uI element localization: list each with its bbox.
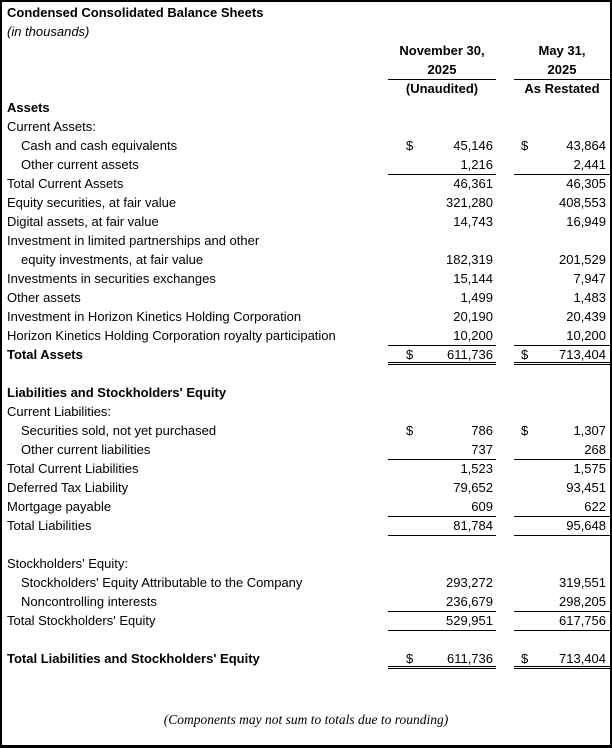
amount-text: 737 — [471, 442, 493, 457]
column-gap — [496, 194, 514, 213]
table-row — [2, 441, 610, 460]
value-may-31-2025 — [514, 232, 610, 251]
table-row — [2, 593, 610, 612]
amount-text: 713,404 — [559, 347, 606, 362]
value-nov-30-2025 — [388, 403, 496, 422]
value-nov-30-2025 — [388, 118, 496, 137]
row-label: Liabilities and Stockholders' Equity — [7, 385, 227, 400]
value-may-31-2025 — [514, 137, 610, 156]
spacer-row — [2, 631, 610, 650]
column-gap — [496, 517, 514, 536]
column-gap — [496, 555, 514, 574]
value-may-31-2025 — [514, 555, 610, 574]
row-label: Digital assets, at fair value — [7, 214, 159, 229]
amount-text: 15,144 — [453, 271, 493, 286]
value-nov-30-2025 — [388, 346, 496, 365]
value-nov-30-2025 — [388, 289, 496, 308]
value-may-31-2025 — [514, 327, 610, 346]
page-title: Condensed Consolidated Balance Sheets — [7, 5, 264, 20]
value-nov-30-2025 — [388, 498, 496, 517]
table-row — [2, 574, 610, 593]
row-label: Horizon Kinetics Holding Corporation royalty participation — [7, 328, 336, 343]
header-spacer — [2, 61, 388, 80]
value-nov-30-2025 — [388, 650, 496, 669]
currency-symbol: $ — [406, 651, 414, 666]
table-row — [2, 194, 610, 213]
col2-year-header: 2025 — [514, 61, 610, 80]
currency-symbol: $ — [521, 347, 529, 362]
spacer-row — [2, 365, 610, 384]
column-header-date-row — [2, 42, 610, 61]
row-label: Total Current Assets — [7, 176, 124, 191]
table-row — [2, 612, 610, 631]
table-row — [2, 270, 610, 289]
amount-text: 45,146 — [453, 138, 493, 153]
row-label: Assets — [7, 100, 50, 115]
value-may-31-2025 — [514, 403, 610, 422]
value-may-31-2025 — [514, 194, 610, 213]
col1-year-header: 2025 — [388, 61, 496, 80]
value-nov-30-2025 — [388, 213, 496, 232]
amount-text: 293,272 — [446, 575, 493, 590]
value-nov-30-2025 — [388, 137, 496, 156]
amount-text: 95,648 — [566, 518, 606, 533]
column-gap — [496, 650, 514, 669]
subtitle-row — [2, 23, 610, 42]
value-may-31-2025 — [514, 384, 610, 403]
value-nov-30-2025 — [388, 270, 496, 289]
column-gap — [496, 156, 514, 175]
row-label: Cash and cash equivalents — [21, 138, 178, 153]
amount-text: 617,756 — [559, 613, 606, 628]
column-gap — [496, 232, 514, 251]
table-row — [2, 327, 610, 346]
table-row — [2, 460, 610, 479]
amount-text: 43,864 — [566, 138, 606, 153]
table-row — [2, 175, 610, 194]
amount-text: 93,451 — [566, 480, 606, 495]
value-may-31-2025 — [514, 441, 610, 460]
row-label: Other assets — [7, 290, 81, 305]
currency-symbol: $ — [521, 423, 529, 438]
value-nov-30-2025 — [388, 251, 496, 270]
row-label: Mortgage payable — [7, 499, 112, 514]
table-row — [2, 308, 610, 327]
value-nov-30-2025 — [388, 99, 496, 118]
amount-text: 20,439 — [566, 309, 606, 324]
amount-text: 529,951 — [446, 613, 493, 628]
amount-text: 611,736 — [446, 347, 493, 362]
amount-text: 2,441 — [573, 157, 606, 172]
value-nov-30-2025 — [388, 175, 496, 194]
table-row — [2, 555, 610, 574]
currency-symbol: $ — [406, 423, 414, 438]
amount-text: 268 — [584, 442, 606, 457]
amount-text: 1,483 — [573, 290, 606, 305]
rounding-footnote: (Components may not sum to totals due to rounding) — [163, 712, 449, 727]
value-nov-30-2025 — [388, 441, 496, 460]
amount-text: 321,280 — [446, 195, 493, 210]
column-gap — [496, 403, 514, 422]
row-label: Investments in securities exchanges — [7, 271, 216, 286]
amount-text: 201,529 — [559, 252, 606, 267]
column-gap — [496, 574, 514, 593]
value-may-31-2025 — [514, 498, 610, 517]
amount-text: 713,404 — [559, 651, 606, 666]
row-label: Total Stockholders' Equity — [7, 613, 156, 628]
column-gap — [496, 270, 514, 289]
value-may-31-2025 — [514, 612, 610, 631]
value-may-31-2025 — [514, 99, 610, 118]
amount-text: 319,551 — [559, 575, 606, 590]
spacer-row — [2, 536, 610, 555]
title-row — [2, 4, 610, 23]
table-row — [2, 251, 610, 270]
amount-text: 622 — [584, 499, 606, 514]
column-gap — [496, 175, 514, 194]
value-nov-30-2025 — [388, 555, 496, 574]
value-may-31-2025 — [514, 156, 610, 175]
row-label: Equity securities, at fair value — [7, 195, 177, 210]
column-header-status-row — [2, 80, 610, 99]
amount-text: 10,200 — [566, 328, 606, 343]
table-row — [2, 137, 610, 156]
value-nov-30-2025 — [388, 422, 496, 441]
amount-text: 1,216 — [460, 157, 493, 172]
row-label: Securities sold, not yet purchased — [21, 423, 217, 438]
currency-symbol: $ — [406, 138, 414, 153]
amount-text: 786 — [471, 423, 493, 438]
table-row — [2, 403, 610, 422]
amount-text: 10,200 — [453, 328, 493, 343]
column-gap — [496, 593, 514, 612]
page-subtitle: (in thousands) — [7, 24, 90, 39]
amount-text: 611,736 — [446, 651, 493, 666]
row-label: Deferred Tax Liability — [7, 480, 129, 495]
amount-text: 1,499 — [460, 290, 493, 305]
value-nov-30-2025 — [388, 327, 496, 346]
column-gap — [496, 213, 514, 232]
col1-status-header: (Unaudited) — [405, 81, 479, 96]
amount-text: 46,305 — [566, 176, 606, 191]
value-may-31-2025 — [514, 308, 610, 327]
value-may-31-2025 — [514, 346, 610, 365]
value-may-31-2025 — [514, 479, 610, 498]
table-row — [2, 346, 610, 365]
col2-date-header: May 31, — [538, 43, 586, 58]
row-label: Total Liabilities and Stockholders' Equity — [7, 651, 260, 666]
row-label: Other current liabilities — [21, 442, 151, 457]
amount-text: 81,784 — [453, 518, 493, 533]
table-row — [2, 213, 610, 232]
value-nov-30-2025 — [388, 574, 496, 593]
column-gap — [496, 441, 514, 460]
value-may-31-2025 — [514, 593, 610, 612]
currency-symbol: $ — [521, 138, 529, 153]
currency-symbol: $ — [521, 651, 529, 666]
column-gap — [496, 308, 514, 327]
value-may-31-2025 — [514, 270, 610, 289]
amount-text: 609 — [471, 499, 493, 514]
table-row — [2, 479, 610, 498]
value-may-31-2025 — [514, 460, 610, 479]
table-row — [2, 384, 610, 403]
table-row — [2, 99, 610, 118]
column-gap — [496, 137, 514, 156]
value-may-31-2025 — [514, 118, 610, 137]
amount-text: 16,949 — [566, 214, 606, 229]
value-nov-30-2025 — [388, 308, 496, 327]
table-row — [2, 156, 610, 175]
header-spacer — [2, 42, 388, 61]
value-nov-30-2025 — [388, 384, 496, 403]
value-may-31-2025 — [514, 213, 610, 232]
value-nov-30-2025 — [388, 460, 496, 479]
col2-status-header: As Restated — [524, 81, 600, 96]
column-gap — [496, 99, 514, 118]
row-label: Stockholders' Equity: — [7, 556, 128, 571]
table-row — [2, 498, 610, 517]
value-nov-30-2025 — [388, 593, 496, 612]
value-may-31-2025 — [514, 175, 610, 194]
table-row — [2, 650, 610, 669]
column-gap — [496, 346, 514, 365]
amount-text: 1,575 — [573, 461, 606, 476]
value-may-31-2025 — [514, 574, 610, 593]
column-gap — [496, 118, 514, 137]
col1-date-header: November 30, — [399, 43, 485, 58]
column-gap — [496, 460, 514, 479]
row-label: Investment in Horizon Kinetics Holding Corporation — [7, 309, 302, 324]
header-spacer — [2, 80, 388, 99]
row-label: Total Assets — [7, 347, 83, 362]
table-row — [2, 118, 610, 137]
value-may-31-2025 — [514, 650, 610, 669]
row-label: Other current assets — [21, 157, 139, 172]
value-may-31-2025 — [514, 422, 610, 441]
column-gap — [496, 612, 514, 631]
row-label: Stockholders' Equity Attributable to the Company — [21, 575, 303, 590]
amount-text: 14,743 — [453, 214, 493, 229]
amount-text: 20,190 — [453, 309, 493, 324]
currency-symbol: $ — [406, 347, 414, 362]
table-row — [2, 232, 610, 251]
value-nov-30-2025 — [388, 156, 496, 175]
table-row — [2, 517, 610, 536]
value-nov-30-2025 — [388, 479, 496, 498]
balance-sheet-rows — [2, 99, 610, 669]
column-gap — [496, 42, 514, 61]
row-label: Noncontrolling interests — [21, 594, 157, 609]
amount-text: 79,652 — [453, 480, 493, 495]
amount-text: 408,553 — [559, 195, 606, 210]
column-gap — [496, 61, 514, 80]
value-may-31-2025 — [514, 517, 610, 536]
table-row — [2, 289, 610, 308]
value-may-31-2025 — [514, 251, 610, 270]
row-label: Current Assets: — [7, 119, 96, 134]
row-label: equity investments, at fair value — [21, 252, 204, 267]
column-gap — [496, 384, 514, 403]
row-label: Total Liabilities — [7, 518, 92, 533]
row-label: Investment in limited partnerships and other — [7, 233, 260, 248]
value-nov-30-2025 — [388, 612, 496, 631]
value-nov-30-2025 — [388, 232, 496, 251]
column-header-year-row — [2, 61, 610, 80]
amount-text: 46,361 — [453, 176, 493, 191]
column-gap — [496, 498, 514, 517]
column-gap — [496, 251, 514, 270]
amount-text: 1,307 — [573, 423, 606, 438]
value-nov-30-2025 — [388, 194, 496, 213]
column-gap — [496, 422, 514, 441]
amount-text: 298,205 — [559, 594, 606, 609]
amount-text: 182,319 — [446, 252, 493, 267]
amount-text: 236,679 — [446, 594, 493, 609]
amount-text: 7,947 — [573, 271, 606, 286]
table-row — [2, 422, 610, 441]
row-label: Current Liabilities: — [7, 404, 112, 419]
value-may-31-2025 — [514, 289, 610, 308]
column-gap — [496, 327, 514, 346]
column-gap — [496, 289, 514, 308]
row-label: Total Current Liabilities — [7, 461, 139, 476]
column-gap — [496, 80, 514, 99]
column-gap — [496, 479, 514, 498]
amount-text: 1,523 — [460, 461, 493, 476]
value-nov-30-2025 — [388, 517, 496, 536]
